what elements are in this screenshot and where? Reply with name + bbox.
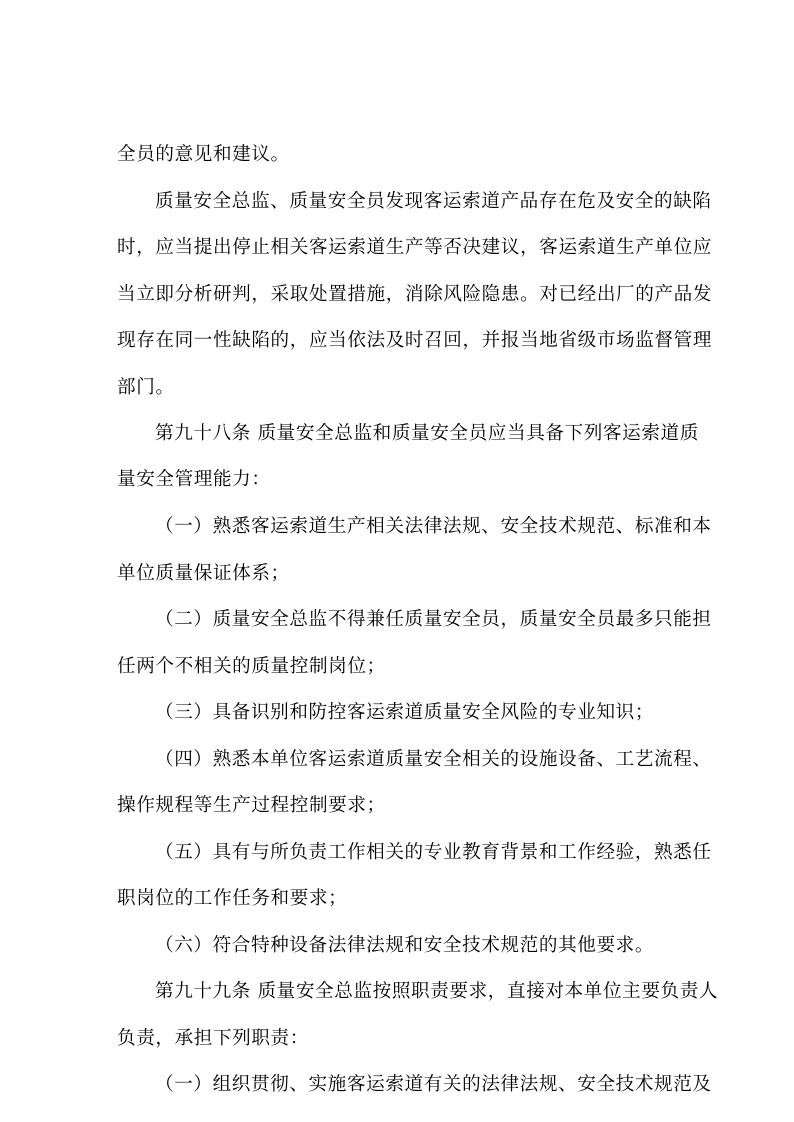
list-item: （一）组织贯彻、实施客运索道有关的法律法规、安全技术规范及 — [155, 1074, 712, 1095]
list-item: （四）熟悉本单位客运索道质量安全相关的设施设备、工艺流程、 — [155, 749, 712, 770]
list-item: （二）质量安全总监不得兼任质量安全员，质量安全员最多只能担 — [155, 609, 712, 630]
article-heading-98: 第九十八条 质量安全总监和质量安全员应当具备下列客运索道质 — [155, 423, 699, 444]
text-line: 部门。 — [117, 377, 175, 398]
article-heading-99: 第九十九条 质量安全总监按照职责要求，直接对本单位主要负责人 — [155, 981, 719, 1002]
text-line: 量安全管理能力： — [117, 469, 271, 490]
text-line: 负责，承担下列职责： — [117, 1028, 309, 1049]
text-line: 任两个不相关的质量控制岗位； — [117, 656, 386, 677]
text-line: 操作规程等生产过程控制要求； — [117, 795, 386, 816]
text-line: 当立即分析研判，采取处置措施，消除风险隐患。对已经出厂的产品发 — [117, 284, 713, 305]
text-line: 现存在同一性缺陷的，应当依法及时召回，并报当地省级市场监督管理 — [117, 330, 713, 351]
list-item: （五）具有与所负责工作相关的专业教育背景和工作经验，熟悉任 — [155, 842, 712, 863]
text-line: 单位质量保证体系； — [117, 563, 290, 584]
text-line: 职岗位的工作任务和要求； — [117, 888, 348, 909]
text-line: 时，应当提出停止相关客运索道生产等否决建议，客运索道生产单位应 — [117, 237, 713, 258]
list-item: （三）具备识别和防控客运索道质量安全风险的专业知识； — [155, 702, 655, 723]
text-line: 质量安全总监、质量安全员发现客运索道产品存在危及安全的缺陷 — [155, 191, 712, 212]
list-item: （六）符合特种设备法律法规和安全技术规范的其他要求。 — [155, 935, 655, 956]
text-line: 全员的意见和建议。 — [117, 144, 290, 165]
list-item: （一）熟悉客运索道生产相关法律法规、安全技术规范、标准和本 — [155, 516, 712, 537]
